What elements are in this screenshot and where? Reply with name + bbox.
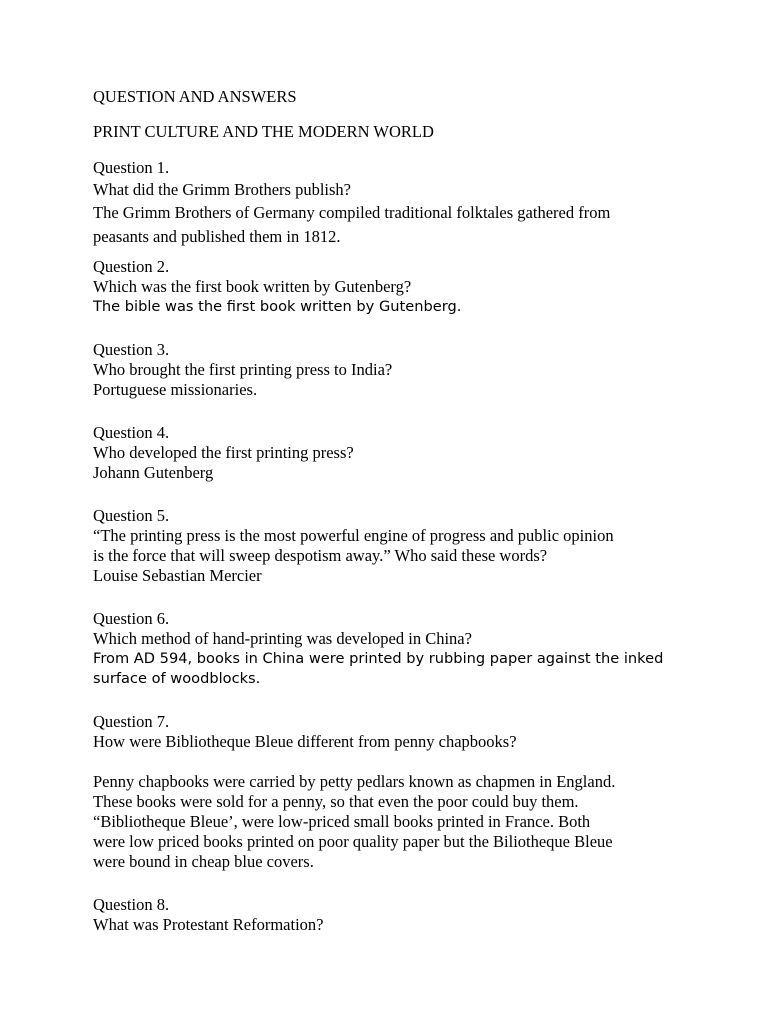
qa-item-4 <box>93 423 693 483</box>
answer-text: The bible was the first book written by Gutenberg. <box>93 298 462 315</box>
question-text: Which was the first book written by Gutenberg? <box>93 277 412 296</box>
answer-text: were low priced books printed on poor quality paper but the Biliotheque Bleue <box>93 832 613 851</box>
answer-text: Johann Gutenberg <box>93 463 214 482</box>
question-text: What did the Grimm Brothers publish? <box>93 180 351 199</box>
answer-text: Louise Sebastian Mercier <box>93 566 262 585</box>
qa-item-7 <box>93 712 693 872</box>
answer-text: peasants and published them in 1812. <box>93 226 341 246</box>
answer-text: were bound in cheap blue covers. <box>93 852 314 871</box>
answer-text: “Bibliotheque Bleue’, were low-priced small books printed in France. Both <box>93 812 591 831</box>
question-number: Question 3. <box>93 340 170 359</box>
question-text: “The printing press is the most powerful engine of progress and public opinion <box>93 526 614 545</box>
qa-item-1 <box>93 157 693 248</box>
answer-text: Penny chapbooks were carried by petty pedlars known as chapmen in England. <box>93 772 616 791</box>
document-page <box>93 87 693 935</box>
question-text: Which method of hand-printing was developed in China? <box>93 629 472 648</box>
document-subtitle: PRINT CULTURE AND THE MODERN WORLD <box>93 122 434 141</box>
qa-item-6 <box>93 609 693 689</box>
question-number: Question 2. <box>93 257 170 276</box>
qa-item-3 <box>93 340 693 400</box>
qa-item-2 <box>93 257 693 317</box>
answer-text: From AD 594, books in China were printed by rubbing paper against the inked <box>93 650 664 667</box>
question-number: Question 7. <box>93 712 170 731</box>
answer-text: These books were sold for a penny, so that even the poor could buy them. <box>93 792 579 811</box>
answer-text: The Grimm Brothers of Germany compiled traditional folktales gathered from <box>93 203 611 222</box>
question-text: is the force that will sweep despotism away.” Who said these words? <box>93 546 548 565</box>
question-number: Question 5. <box>93 506 170 525</box>
question-text: How were Bibliotheque Bleue different from penny chapbooks? <box>93 732 517 751</box>
qa-item-8 <box>93 895 693 935</box>
question-number: Question 6. <box>93 609 170 628</box>
document-title: QUESTION AND ANSWERS <box>93 87 297 106</box>
question-text: What was Protestant Reformation? <box>93 915 324 934</box>
question-number: Question 1. <box>93 158 170 177</box>
answer-text: surface of woodblocks. <box>93 670 261 687</box>
answer-text: Portuguese missionaries. <box>93 380 258 399</box>
question-number: Question 8. <box>93 895 170 914</box>
qa-item-5 <box>93 506 693 586</box>
question-text: Who developed the first printing press? <box>93 443 354 462</box>
question-text: Who brought the first printing press to India? <box>93 360 393 379</box>
question-number: Question 4. <box>93 423 170 442</box>
